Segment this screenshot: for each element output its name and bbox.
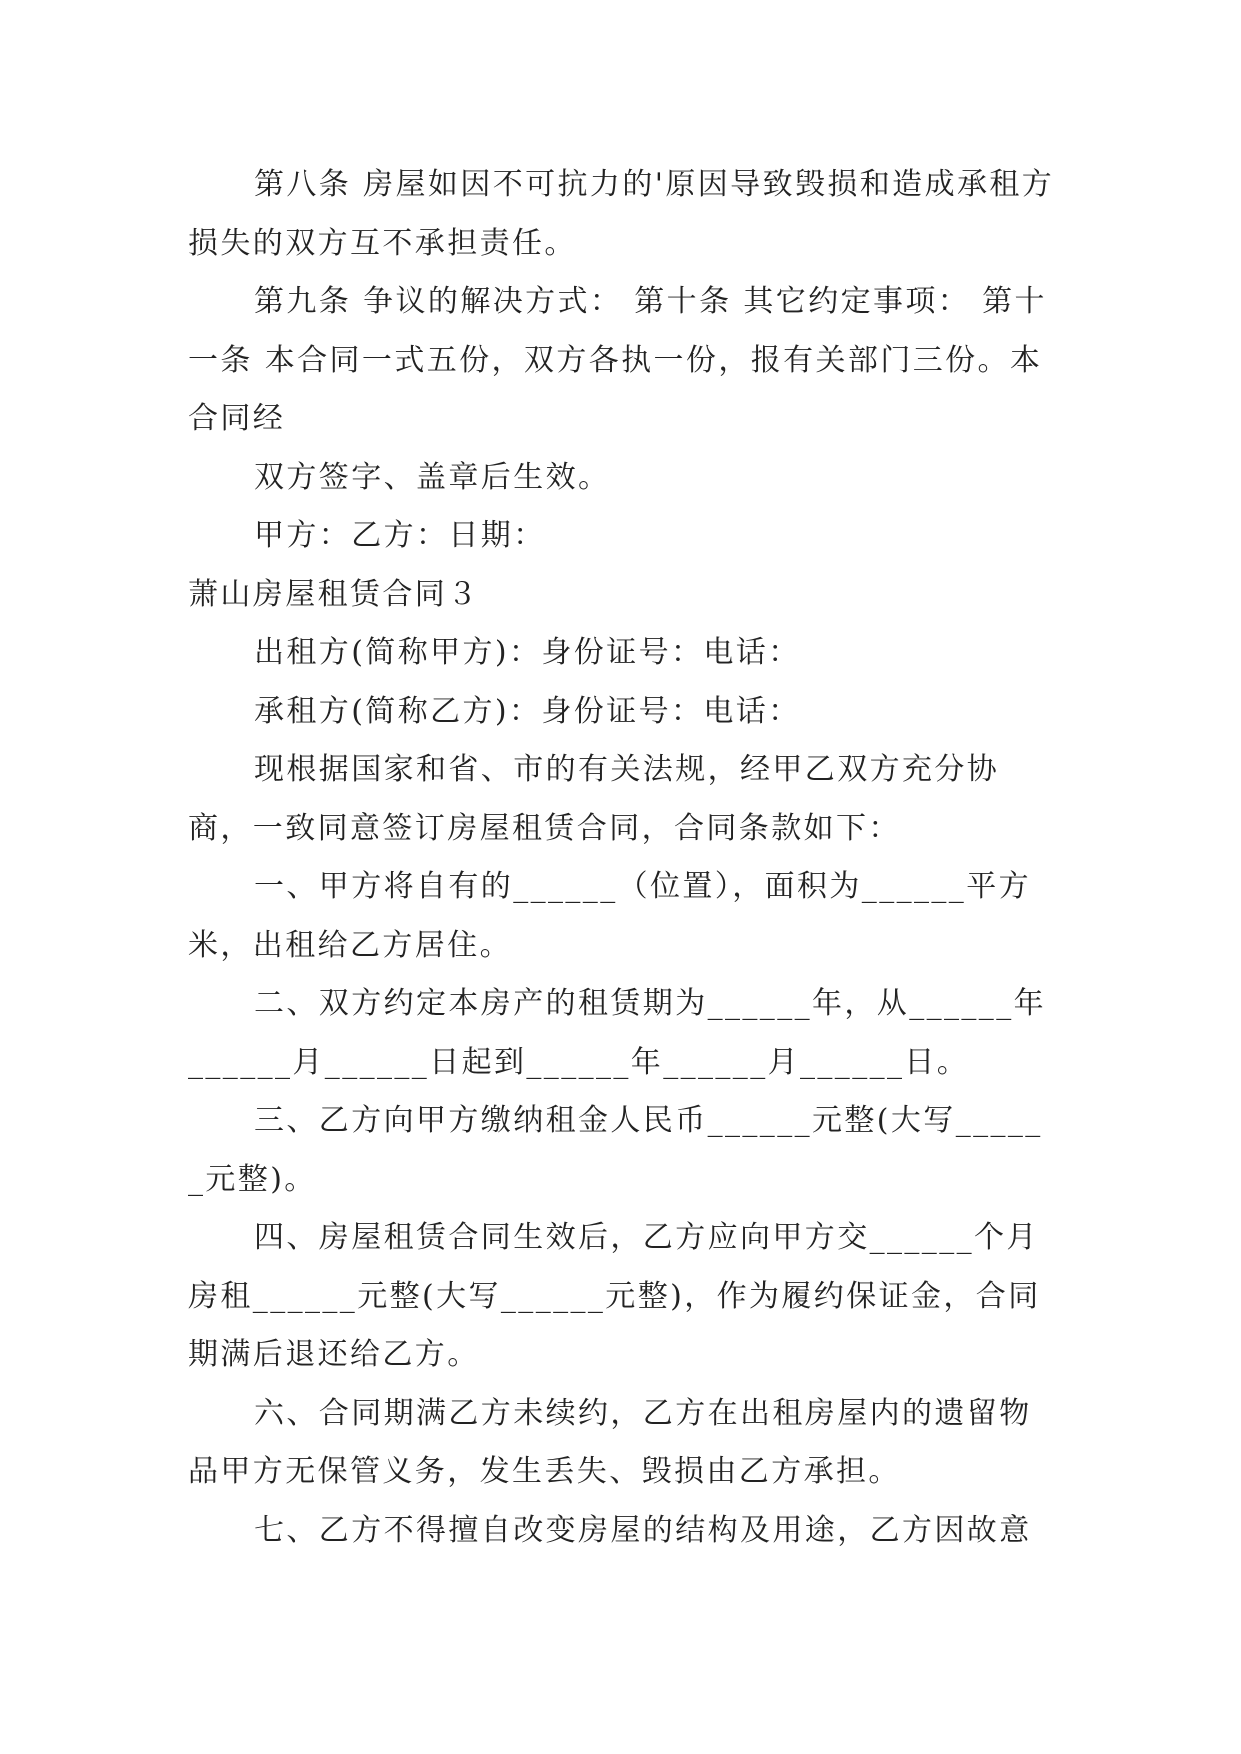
paragraph-clause-7: 七、乙方不得擅自改变房屋的结构及用途，乙方因故意 <box>254 1512 1032 1548</box>
paragraph-preamble: 现根据国家和省、市的有关法规，经甲乙双方充分协商，一致同意签订房屋租赁合同，合同条款如下： <box>188 752 1000 846</box>
paragraph-clause-4: 四、房屋租赁合同生效后，乙方应向甲方交______个月房租______元整(大写______元整)，作为履约保证金，合同期满后退还给乙方。 <box>188 1220 1041 1372</box>
paragraph-clause-2: 二、双方约定本房产的租赁期为______年，从______年______月______日起到______年______月______日。 <box>188 986 1046 1080</box>
section-title: 萧山房屋租赁合同３ <box>188 576 480 612</box>
paragraph-clause-3: 三、乙方向甲方缴纳租金人民币______元整(大写______元整)。 <box>188 1103 1043 1197</box>
paragraph-lessee: 承租方(简称乙方)：身份证号：电话： <box>254 693 801 729</box>
paragraph-effective: 双方签字、盖章后生效。 <box>254 459 611 495</box>
paragraph-articles-9-11: 第九条 争议的解决方式： 第十条 其它约定事项： 第十一条 本合同一式五份，双方各执一份，报有关部门三份。本合同经 <box>188 284 1047 436</box>
paragraph-article-8: 第八条 房屋如因不可抗力的'原因导致毁损和造成承租方损失的双方互不承担责任。 <box>188 167 1055 261</box>
document-body <box>188 156 1058 1560</box>
paragraph-clause-6: 六、合同期满乙方未续约，乙方在出租房屋内的遗留物品甲方无保管义务，发生丢失、毁损由乙方承担。 <box>188 1395 1032 1489</box>
paragraph-lessor: 出租方(简称甲方)：身份证号：电话： <box>254 635 801 670</box>
paragraph-signatures: 甲方：乙方：日期： <box>254 518 546 553</box>
paragraph-clause-1: 一、甲方将自有的______（位置），面积为______平方米，出租给乙方居住。 <box>188 869 1031 963</box>
